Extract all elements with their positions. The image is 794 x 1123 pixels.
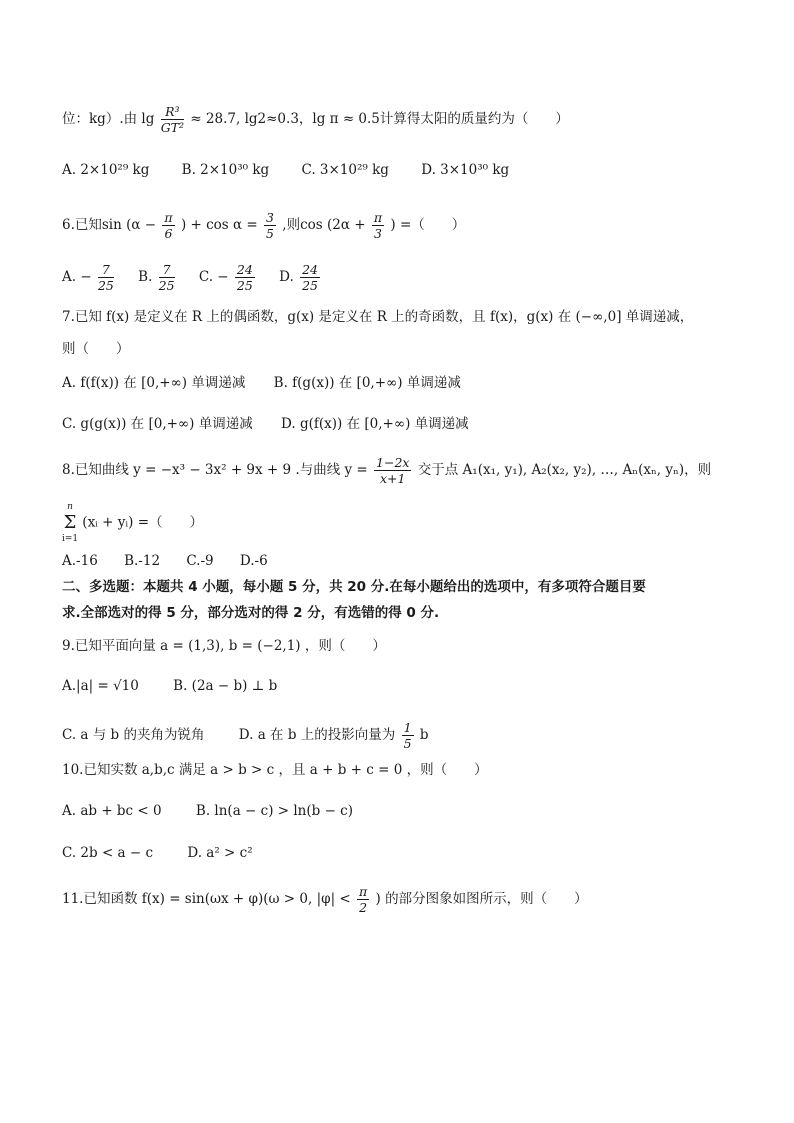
q5-fraction-num: R³ — [161, 104, 184, 120]
question-8 — [62, 455, 711, 486]
q6-option-d[interactable] — [279, 262, 322, 293]
q6-option-d-frac — [300, 262, 320, 293]
q8-fraction-den: x+1 — [380, 471, 406, 486]
q10-option-a[interactable]: A. ab + bc < 0 — [62, 803, 162, 819]
q8-sigma-bottom: i=1 — [62, 534, 79, 544]
q11-lead: 11.已知函数 f(x) = sin(ωx + φ)(ω > 0, |φ| < — [62, 891, 351, 907]
section-2-heading-line2: 求.全部选对的得 5 分，部分选对的得 2 分，有选错的得 0 分. — [62, 605, 440, 621]
q6-frac1 — [162, 210, 174, 241]
q6-option-a-frac — [98, 262, 114, 293]
q6-frac3 — [372, 210, 384, 241]
question-6 — [62, 210, 465, 241]
question-7-line1: 7.已知 f(x) 是定义在 R 上的偶函数，g(x) 是定义在 R 上的奇函数，且 f(x)，g(x) 在 (−∞,0] 单调递减， — [62, 309, 694, 325]
question-5-tail — [62, 104, 569, 135]
q6-option-c-label: C. − — [198, 269, 229, 285]
q6-option-b-den: 25 — [158, 278, 175, 293]
question-9-options-row2 — [62, 720, 429, 751]
q10-option-b[interactable]: B. ln(a − c) > ln(b − c) — [195, 803, 353, 819]
q8-sigma-symbol: Σ — [63, 512, 77, 533]
q5-fraction — [161, 104, 184, 135]
question-10-options-row2 — [62, 843, 253, 863]
q6-option-d-den: 25 — [302, 278, 318, 293]
q6-tail: ) =（ ） — [390, 217, 466, 233]
q6-option-a-den: 25 — [97, 278, 114, 293]
q6-frac2-den: 5 — [266, 226, 274, 241]
q5-option-d[interactable]: D. 3×10³⁰ kg — [421, 162, 510, 178]
q5-fraction-den: GT² — [160, 120, 185, 135]
q9-option-d-num: 1 — [403, 720, 412, 735]
q11-fraction — [357, 884, 369, 915]
q8-option-c[interactable]: C.-9 — [186, 553, 214, 569]
q6-option-c-num: 24 — [236, 262, 253, 277]
q9-option-d-frac — [402, 720, 414, 751]
q5-option-a[interactable]: A. 2×10²⁹ kg — [62, 162, 150, 178]
section-2-heading-line1: 二、多选题：本题共 4 小题，每小题 5 分，共 20 分.在每小题给出的选项中，有多项符合题目要 — [62, 579, 646, 595]
q11-fraction-den: 2 — [359, 900, 368, 915]
q9-option-d-lead: D. a 在 b 上的投影向量为 — [238, 727, 396, 743]
q5-option-c[interactable]: C. 3×10²⁹ kg — [301, 162, 389, 178]
q5-prefix: 位：kg）.由 — [62, 111, 138, 127]
q9-option-d-tail: b — [419, 727, 429, 743]
question-7-options-row1 — [62, 373, 461, 393]
q6-frac3-den: 3 — [374, 226, 382, 241]
q9-option-d-den: 5 — [403, 736, 412, 751]
q9-option-c[interactable]: C. a 与 b 的夹角为锐角 — [62, 727, 205, 743]
q6-option-a[interactable] — [62, 262, 116, 293]
q8-option-d[interactable]: D.-6 — [239, 553, 268, 569]
q8-option-a[interactable]: A.-16 — [62, 553, 98, 569]
question-7-line2: 则（ ） — [62, 341, 130, 357]
question-9-options-row1 — [62, 676, 277, 696]
q6-option-c-frac — [235, 262, 255, 293]
q5-option-b[interactable]: B. 2×10³⁰ kg — [181, 162, 270, 178]
question-7-options-row2 — [62, 414, 469, 434]
q8-sigma — [62, 500, 78, 546]
q10-option-c[interactable]: C. 2b < a − c — [62, 845, 154, 861]
q10-option-d[interactable]: D. a² > c² — [187, 845, 253, 861]
q8-fraction — [374, 455, 411, 486]
q6-option-b-num: 7 — [159, 262, 175, 278]
q6-option-c[interactable] — [199, 262, 257, 293]
question-10: 10.已知实数 a,b,c 满足 a > b > c ，且 a + b + c = 0 ，则（ ） — [62, 762, 488, 778]
q7-option-d[interactable]: D. g(f(x)) 在 [0,+∞) 单调递减 — [281, 416, 469, 432]
q8-option-b[interactable]: B.-12 — [124, 553, 161, 569]
q5-lg: lg — [141, 111, 155, 127]
q8-lead: 8.已知曲线 y = −x³ − 3x² + 9x + 9 .与曲线 y = — [62, 462, 368, 478]
q7-option-b[interactable]: B. f(g(x)) 在 [0,+∞) 单调递减 — [273, 375, 461, 391]
q8-tail: 交于点 A₁(x₁, y₁), A₂(x₂, y₂), …, Aₙ(xₙ, yₙ)，则 — [417, 462, 712, 478]
q5-text: ≈ 28.7, lg2≈0.3，lg π ≈ 0.5计算得太阳的质量约为（ ） — [190, 111, 569, 127]
question-11 — [62, 884, 588, 915]
q6-frac3-num: π — [373, 210, 383, 225]
question-8-options — [62, 551, 268, 571]
q7-option-c[interactable]: C. g(g(x)) 在 [0,+∞) 单调递减 — [62, 416, 253, 432]
q6-mid1: ) + cos α = — [180, 217, 258, 233]
question-6-options — [62, 262, 322, 293]
q7-option-a[interactable]: A. f(f(x)) 在 [0,+∞) 单调递减 — [62, 375, 246, 391]
q9-option-d[interactable] — [239, 720, 429, 751]
q6-option-b-frac — [159, 262, 175, 293]
q6-option-a-label: A. − — [62, 269, 92, 285]
q6-option-b[interactable] — [138, 262, 176, 293]
q6-frac1-num: π — [164, 210, 173, 225]
question-8-sum — [62, 500, 203, 546]
q8-sigma-top: n — [67, 502, 73, 512]
q11-tail: ) 的部分图象如图所示，则（ ） — [375, 891, 588, 907]
q6-mid2: ,则cos — [282, 217, 323, 233]
q6-option-a-num: 7 — [98, 262, 114, 278]
q6-frac1-den: 6 — [164, 226, 173, 241]
q11-fraction-num: π — [359, 884, 368, 899]
q9-option-b[interactable]: B. (2a − b) ⊥ b — [173, 678, 278, 694]
q8-sum-expr: (xᵢ + yᵢ) =（ ） — [82, 514, 203, 531]
question-5-options — [62, 160, 509, 180]
q6-option-d-num: 24 — [302, 262, 318, 277]
q6-option-d-label: D. — [279, 269, 294, 285]
question-10-options-row1 — [62, 801, 353, 821]
q6-option-b-label: B. — [138, 269, 153, 285]
q9-option-a[interactable]: A.|a| = √10 — [62, 678, 139, 694]
question-9: 9.已知平面向量 a = (1,3), b = (−2,1) ，则（ ） — [62, 638, 386, 654]
q6-paren1: (α − — [126, 217, 157, 233]
q6-frac2-num: 3 — [266, 210, 274, 225]
q6-paren2: (2α + — [327, 217, 366, 233]
q6-lead: 6.已知sin — [62, 217, 122, 233]
q6-frac2 — [264, 210, 276, 241]
q8-fraction-num: 1−2x — [376, 455, 410, 470]
q6-option-c-den: 25 — [236, 278, 253, 293]
